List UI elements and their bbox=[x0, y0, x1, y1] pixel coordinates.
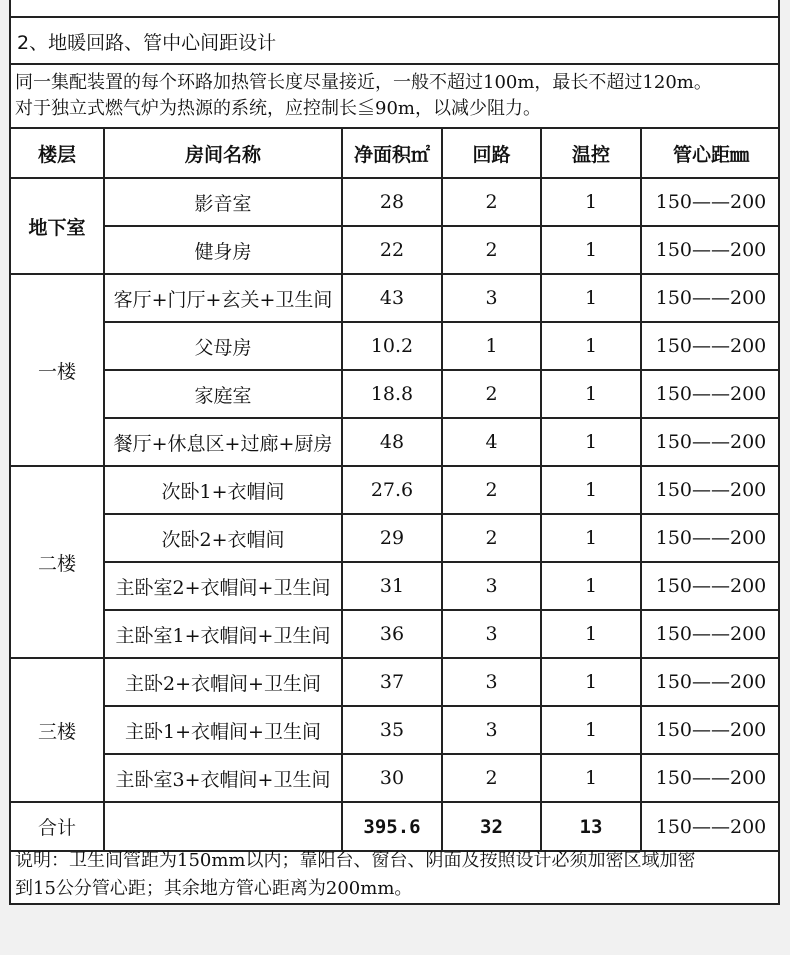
area-cell: 28 bbox=[342, 178, 442, 226]
spacing-cell: 150——200 bbox=[641, 178, 780, 226]
ctrl-cell: 1 bbox=[541, 322, 641, 370]
divider bbox=[11, 16, 778, 18]
spacing-cell: 150——200 bbox=[641, 562, 780, 610]
area-cell: 36 bbox=[342, 610, 442, 658]
loops-cell: 2 bbox=[442, 514, 541, 562]
table-header-row bbox=[11, 128, 780, 178]
total-ctrl: 13 bbox=[541, 802, 641, 851]
header-spacing: 管心距㎜ bbox=[641, 128, 780, 178]
area-cell: 27.6 bbox=[342, 466, 442, 514]
intro-line: 对于独立式燃气炉为热源的系统，应控制长≦90m，以减少阻力。 bbox=[15, 98, 541, 119]
table-row bbox=[11, 418, 780, 466]
loops-cell: 3 bbox=[442, 658, 541, 706]
spacing-cell: 150——200 bbox=[641, 322, 780, 370]
note-line: 到15公分管心距；其余地方管心距离为200mm。 bbox=[15, 878, 413, 899]
spacing-cell: 150——200 bbox=[641, 706, 780, 754]
room-cell: 主卧1+衣帽间+卫生间 bbox=[104, 706, 342, 754]
ctrl-cell: 1 bbox=[541, 178, 641, 226]
total-row bbox=[11, 802, 780, 851]
floor-cell: 一楼 bbox=[11, 274, 104, 466]
spacing-cell: 150——200 bbox=[641, 466, 780, 514]
total-area: 395.6 bbox=[342, 802, 442, 851]
intro-text bbox=[15, 70, 712, 122]
room-cell: 健身房 bbox=[104, 226, 342, 274]
spacing-cell: 150——200 bbox=[641, 226, 780, 274]
header-floor: 楼层 bbox=[11, 128, 104, 178]
area-cell: 29 bbox=[342, 514, 442, 562]
header-area: 净面积㎡ bbox=[342, 128, 442, 178]
table-row bbox=[11, 466, 780, 514]
loops-cell: 2 bbox=[442, 754, 541, 802]
table-row bbox=[11, 610, 780, 658]
spacing-cell: 150——200 bbox=[641, 514, 780, 562]
section-title: 2、地暖回路、管中心间距设计 bbox=[17, 32, 277, 54]
heating-loop-table bbox=[11, 127, 780, 852]
table-row bbox=[11, 514, 780, 562]
table-row bbox=[11, 562, 780, 610]
total-room bbox=[104, 802, 342, 851]
loops-cell: 3 bbox=[442, 706, 541, 754]
header-ctrl: 温控 bbox=[541, 128, 641, 178]
area-cell: 10.2 bbox=[342, 322, 442, 370]
note-text bbox=[15, 847, 780, 903]
room-cell: 影音室 bbox=[104, 178, 342, 226]
ctrl-cell: 1 bbox=[541, 370, 641, 418]
area-cell: 43 bbox=[342, 274, 442, 322]
floor-cell: 二楼 bbox=[11, 466, 104, 658]
table-row bbox=[11, 322, 780, 370]
spacing-cell: 150——200 bbox=[641, 754, 780, 802]
loops-cell: 2 bbox=[442, 466, 541, 514]
total-spacing: 150——200 bbox=[641, 802, 780, 851]
loops-cell: 2 bbox=[442, 370, 541, 418]
ctrl-cell: 1 bbox=[541, 514, 641, 562]
floor-cell: 三楼 bbox=[11, 658, 104, 802]
ctrl-cell: 1 bbox=[541, 418, 641, 466]
room-cell: 主卧室2+衣帽间+卫生间 bbox=[104, 562, 342, 610]
total-label: 合计 bbox=[11, 802, 104, 851]
header-loops: 回路 bbox=[442, 128, 541, 178]
room-cell: 客厅+门厅+玄关+卫生间 bbox=[104, 274, 342, 322]
area-cell: 48 bbox=[342, 418, 442, 466]
note-line: 说明：卫生间管距为150mm以内；靠阳台、窗台、阴面及按照设计必须加密区域加密 bbox=[15, 850, 696, 871]
area-cell: 37 bbox=[342, 658, 442, 706]
area-cell: 35 bbox=[342, 706, 442, 754]
area-cell: 31 bbox=[342, 562, 442, 610]
room-cell: 次卧2+衣帽间 bbox=[104, 514, 342, 562]
area-cell: 18.8 bbox=[342, 370, 442, 418]
room-cell: 父母房 bbox=[104, 322, 342, 370]
table-row bbox=[11, 658, 780, 706]
loops-cell: 2 bbox=[442, 178, 541, 226]
spacing-cell: 150——200 bbox=[641, 658, 780, 706]
total-loops: 32 bbox=[442, 802, 541, 851]
room-cell: 主卧室1+衣帽间+卫生间 bbox=[104, 610, 342, 658]
loops-cell: 3 bbox=[442, 562, 541, 610]
ctrl-cell: 1 bbox=[541, 706, 641, 754]
table-row bbox=[11, 178, 780, 226]
loops-cell: 1 bbox=[442, 322, 541, 370]
room-cell: 次卧1+衣帽间 bbox=[104, 466, 342, 514]
ctrl-cell: 1 bbox=[541, 610, 641, 658]
table-row bbox=[11, 226, 780, 274]
ctrl-cell: 1 bbox=[541, 226, 641, 274]
ctrl-cell: 1 bbox=[541, 466, 641, 514]
loops-cell: 3 bbox=[442, 610, 541, 658]
loops-cell: 4 bbox=[442, 418, 541, 466]
room-cell: 餐厅+休息区+过廊+厨房 bbox=[104, 418, 342, 466]
floor-cell: 地下室 bbox=[11, 178, 104, 274]
room-cell: 主卧室3+衣帽间+卫生间 bbox=[104, 754, 342, 802]
table-row bbox=[11, 370, 780, 418]
ctrl-cell: 1 bbox=[541, 658, 641, 706]
room-cell: 主卧2+衣帽间+卫生间 bbox=[104, 658, 342, 706]
area-cell: 30 bbox=[342, 754, 442, 802]
divider bbox=[11, 63, 778, 65]
ctrl-cell: 1 bbox=[541, 274, 641, 322]
room-cell: 家庭室 bbox=[104, 370, 342, 418]
loops-cell: 2 bbox=[442, 226, 541, 274]
spacing-cell: 150——200 bbox=[641, 610, 780, 658]
document-sheet bbox=[9, 0, 780, 905]
ctrl-cell: 1 bbox=[541, 562, 641, 610]
ctrl-cell: 1 bbox=[541, 754, 641, 802]
area-cell: 22 bbox=[342, 226, 442, 274]
spacing-cell: 150——200 bbox=[641, 418, 780, 466]
loops-cell: 3 bbox=[442, 274, 541, 322]
spacing-cell: 150——200 bbox=[641, 274, 780, 322]
divider bbox=[11, 903, 778, 905]
header-room: 房间名称 bbox=[104, 128, 342, 178]
intro-line: 同一集配装置的每个环路加热管长度尽量接近，一般不超过100m，最长不超过120m。 bbox=[15, 72, 712, 93]
table-row bbox=[11, 706, 780, 754]
table-row bbox=[11, 274, 780, 322]
table-row bbox=[11, 754, 780, 802]
spacing-cell: 150——200 bbox=[641, 370, 780, 418]
